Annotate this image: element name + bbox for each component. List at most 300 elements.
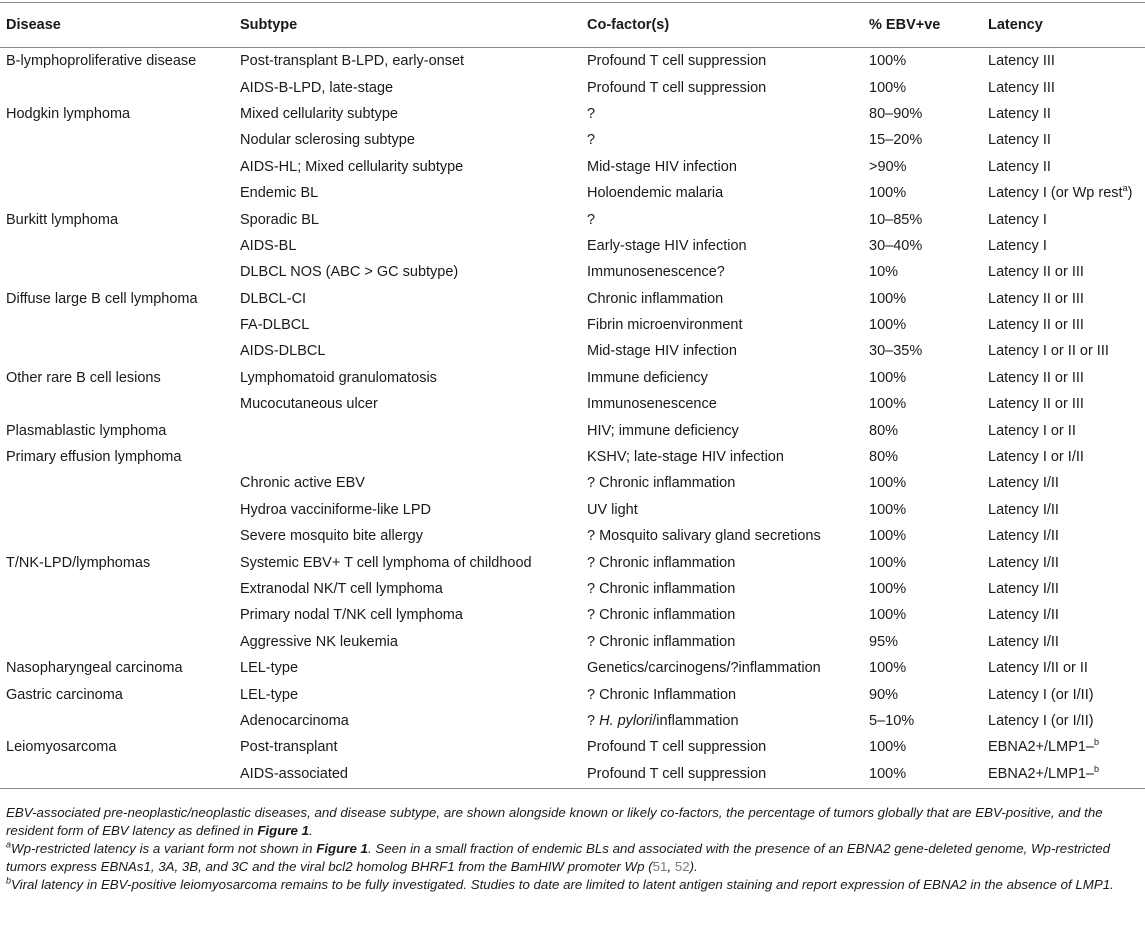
percent-ebv-cell-text: 30–35% (869, 343, 923, 360)
percent-ebv-cell-text: 80–90% (869, 105, 923, 122)
table-row (0, 470, 1145, 496)
percent-ebv-cell-text: 100% (869, 290, 907, 307)
latency-cell (982, 523, 1145, 549)
latency-cell-text: Latency I or II (988, 422, 1076, 439)
latency-cell (982, 761, 1145, 789)
disease-cell-text: Plasmablastic lymphoma (6, 422, 167, 439)
subtype-cell (234, 206, 581, 232)
table-row (0, 74, 1145, 100)
latency-cell-text: Latency II (988, 158, 1051, 175)
latency-cell-text: Latency I/II (988, 554, 1059, 571)
table-row (0, 312, 1145, 338)
subtype-cell (234, 180, 581, 206)
subtype-cell-text: Aggressive NK leukemia (240, 633, 398, 650)
disease-cell-text: Burkitt lymphoma (6, 211, 119, 228)
latency-cell (982, 681, 1145, 707)
table-row (0, 681, 1145, 707)
latency-cell (982, 629, 1145, 655)
table-header-row (0, 3, 1145, 48)
subtype-cell (234, 286, 581, 312)
footnote-b-marker: b (6, 875, 12, 886)
header-cofactors: Co-factor(s) (581, 3, 863, 48)
disease-cell (0, 761, 234, 789)
percent-ebv-cell-text: 90% (869, 686, 899, 703)
percent-ebv-cell-text: 80% (869, 449, 899, 466)
footnote-b (6, 876, 1140, 894)
percent-ebv-cell (863, 233, 982, 259)
percent-ebv-cell (863, 312, 982, 338)
subtype-cell-text: AIDS-associated (240, 766, 348, 783)
percent-ebv-cell-text: 10–85% (869, 211, 923, 228)
subtype-cell (234, 602, 581, 628)
percent-ebv-cell (863, 206, 982, 232)
cofactor-cell-text: Profound T cell suppression (587, 53, 767, 70)
footnote-b-text: Viral latency in EBV-positive leiomyosarcoma remains to be fully investigated. Studies to date are limited to latent antigen staining and report expression of EBNA2 in the absence of LMP1. (11, 877, 1114, 892)
cofactor-cell (581, 233, 863, 259)
cofactor-cell-text: Immune deficiency (587, 369, 708, 386)
percent-ebv-cell-text: 15–20% (869, 132, 923, 149)
latency-cell-text: Latency I (or I/II) (988, 686, 1094, 703)
subtype-cell (234, 576, 581, 602)
percent-ebv-cell (863, 74, 982, 100)
percent-ebv-cell-text: 100% (869, 660, 907, 677)
table-row (0, 391, 1145, 417)
disease-cell (0, 391, 234, 417)
cofactor-cell-text: Holoendemic malaria (587, 185, 724, 202)
cofactor-cell-text: ? Chronic inflammation (587, 581, 736, 597)
percent-ebv-cell-text: 100% (869, 79, 907, 96)
cofactor-cell-text: Chronic inflammation (587, 290, 724, 307)
subtype-cell (234, 365, 581, 391)
latency-cell (982, 206, 1145, 232)
table-row (0, 761, 1145, 789)
percent-ebv-cell (863, 602, 982, 628)
table-row (0, 259, 1145, 285)
cofactor-cell (581, 338, 863, 364)
percent-ebv-cell-text: 100% (869, 53, 907, 70)
disease-cell (0, 206, 234, 232)
disease-cell (0, 470, 234, 496)
subtype-cell (234, 523, 581, 549)
subtype-cell (234, 470, 581, 496)
latency-cell-text: Latency I/II (988, 633, 1059, 650)
subtype-cell (234, 497, 581, 523)
disease-cell (0, 681, 234, 707)
cofactor-cell (581, 417, 863, 443)
disease-cell (0, 629, 234, 655)
cofactor-cell (581, 127, 863, 153)
subtype-cell-text: AIDS-BL (240, 237, 297, 254)
cofactor-cell-text: ? (587, 105, 596, 122)
latency-cell (982, 655, 1145, 681)
latency-cell-text: Latency II or III (988, 290, 1084, 307)
percent-ebv-cell (863, 734, 982, 760)
latency-cell (982, 180, 1145, 206)
percent-ebv-cell (863, 523, 982, 549)
table-row (0, 497, 1145, 523)
table-row (0, 576, 1145, 602)
cofactor-cell (581, 312, 863, 338)
percent-ebv-cell-text: 100% (869, 554, 907, 571)
latency-cell (982, 127, 1145, 153)
percent-ebv-cell (863, 338, 982, 364)
latency-cell (982, 417, 1145, 443)
table-row (0, 206, 1145, 232)
percent-ebv-cell (863, 655, 982, 681)
percent-ebv-cell-text: 100% (869, 607, 907, 624)
table-row (0, 338, 1145, 364)
cofactor-cell (581, 74, 863, 100)
subtype-cell-text: Extranodal NK/T cell lymphoma (240, 581, 443, 597)
subtype-cell (234, 101, 581, 127)
latency-cell-text: Latency I/II (988, 607, 1059, 624)
cofactor-cell-text: Fibrin microenvironment (587, 317, 743, 334)
disease-cell (0, 576, 234, 602)
cofactor-cell (581, 259, 863, 285)
footnote-a-text-2: . Seen in a small fraction of endemic BLs and associated with the presence of an EBNA2 gene-deleted genome, Wp-restricted tumors express EBNAs1, 3A, 3B, and 3C and the viral bcl2 homolog BHRF1 from the BamHIW promoter Wp ( (6, 841, 1111, 874)
percent-ebv-cell-text: 100% (869, 501, 907, 518)
caption-end: . (309, 823, 313, 838)
cofactor-cell-text: Profound T cell suppression (587, 739, 767, 756)
latency-cell (982, 470, 1145, 496)
table-row (0, 233, 1145, 259)
subtype-cell-text: Adenocarcinoma (240, 712, 349, 729)
disease-cell (0, 444, 234, 470)
table-row (0, 180, 1145, 206)
subtype-cell-text: Severe mosquito bite allergy (240, 528, 423, 545)
latency-cell (982, 233, 1145, 259)
percent-ebv-cell (863, 286, 982, 312)
subtype-cell (234, 549, 581, 575)
disease-cell (0, 154, 234, 180)
percent-ebv-cell (863, 761, 982, 789)
footnote-b-marker: b (1094, 764, 1100, 775)
percent-ebv-cell (863, 708, 982, 734)
latency-cell (982, 444, 1145, 470)
disease-cell-text: Hodgkin lymphoma (6, 105, 131, 122)
subtype-cell-text: Chronic active EBV (240, 475, 365, 492)
cofactor-cell-text: Mid-stage HIV infection (587, 158, 737, 175)
cofactor-cell (581, 734, 863, 760)
table-row (0, 549, 1145, 575)
cofactor-cell (581, 48, 863, 75)
percent-ebv-cell-text: 100% (869, 739, 907, 756)
footnote-a-text: Wp-restricted latency is a variant form not shown in (11, 841, 317, 856)
ebv-disease-table (0, 2, 1145, 789)
percent-ebv-cell-text: 100% (869, 396, 907, 413)
cofactor-cell-text: Immunosenescence? (587, 264, 725, 281)
latency-cell (982, 48, 1145, 75)
latency-cell-text: Latency II or III (988, 396, 1084, 413)
cofactor-cell (581, 154, 863, 180)
cofactor-cell-text: ? Chronic inflammation (587, 554, 736, 571)
cofactor-cell (581, 101, 863, 127)
latency-cell (982, 154, 1145, 180)
percent-ebv-cell (863, 497, 982, 523)
latency-cell (982, 602, 1145, 628)
subtype-cell-text: Post-transplant B-LPD, early-onset (240, 53, 465, 70)
cofactor-cell (581, 286, 863, 312)
subtype-cell-text: LEL-type (240, 686, 299, 703)
reference-link-51[interactable]: 51 (652, 859, 668, 874)
caption-text: EBV-associated pre-neoplastic/neoplastic diseases, and disease subtype, are shown alongside known or likely co-factors, the percentage of tumors globally that are EBV-positive, and the resident form of EBV latency as defined in (6, 805, 1103, 838)
latency-cell (982, 338, 1145, 364)
subtype-cell (234, 708, 581, 734)
table-row (0, 286, 1145, 312)
percent-ebv-cell-text: 100% (869, 581, 907, 597)
table-caption (6, 804, 1140, 840)
latency-cell-text: Latency II (988, 132, 1051, 149)
latency-cell-text: Latency I (or Wp rest (988, 185, 1123, 202)
subtype-cell (234, 444, 581, 470)
disease-cell (0, 259, 234, 285)
disease-cell (0, 655, 234, 681)
subtype-cell (234, 154, 581, 180)
subtype-cell (234, 338, 581, 364)
cofactor-cell (581, 444, 863, 470)
disease-cell (0, 48, 234, 75)
percent-ebv-cell (863, 681, 982, 707)
subtype-cell (234, 734, 581, 760)
footnote-a-end: ). (689, 859, 698, 874)
latency-cell-text: Latency III (988, 79, 1055, 96)
footnote-a-marker: a (6, 839, 12, 850)
cofactor-cell-text: ? Chronic inflammation (587, 607, 736, 624)
subtype-cell-text: Endemic BL (240, 185, 319, 202)
cofactor-cell (581, 602, 863, 628)
disease-cell (0, 286, 234, 312)
cofactor-cell (581, 470, 863, 496)
cofactor-cell-text: ? Chronic Inflammation (587, 686, 737, 703)
subtype-cell (234, 312, 581, 338)
cofactor-cell-text: UV light (587, 501, 638, 518)
subtype-cell-text: Mixed cellularity subtype (240, 105, 398, 122)
header-percent-ebv: % EBV+ve (863, 3, 982, 48)
subtype-cell (234, 74, 581, 100)
table-row (0, 101, 1145, 127)
latency-cell-text: Latency II or III (988, 317, 1084, 334)
subtype-cell-text: DLBCL-CI (240, 290, 307, 307)
disease-cell (0, 497, 234, 523)
disease-cell-text: Nasopharyngeal carcinoma (6, 660, 183, 677)
cofactor-cell (581, 629, 863, 655)
subtype-cell-text: Sporadic BL (240, 211, 319, 228)
percent-ebv-cell (863, 154, 982, 180)
percent-ebv-cell (863, 444, 982, 470)
cofactor-cell-text: ? (587, 211, 596, 228)
latency-cell-text: EBNA2+/LMP1– (988, 766, 1094, 783)
subtype-cell-text: Mucocutaneous ulcer (240, 396, 378, 413)
table-row (0, 602, 1145, 628)
latency-cell-text: Latency III (988, 53, 1055, 70)
cofactor-cell-text: Profound T cell suppression (587, 79, 767, 96)
subtype-cell-text: Hydroa vacciniforme-like LPD (240, 501, 431, 518)
cofactor-cell (581, 681, 863, 707)
subtype-cell-text: AIDS-HL; Mixed cellularity subtype (240, 158, 464, 175)
latency-cell-text: Latency I/II (988, 501, 1059, 518)
disease-cell-text: B-lymphoproliferative disease (6, 53, 197, 70)
disease-cell (0, 523, 234, 549)
latency-cell-text: Latency I or I/II (988, 449, 1084, 466)
percent-ebv-cell-text: 100% (869, 475, 907, 492)
latency-cell (982, 576, 1145, 602)
latency-cell (982, 312, 1145, 338)
subtype-cell (234, 629, 581, 655)
disease-cell (0, 338, 234, 364)
cofactor-rest: /inflammation (652, 712, 739, 729)
subtype-cell-text: AIDS-B-LPD, late-stage (240, 79, 394, 96)
percent-ebv-cell-text: 80% (869, 422, 899, 439)
footnote-a-marker: a (1122, 183, 1128, 194)
subtype-cell-text: AIDS-DLBCL (240, 343, 326, 360)
reference-link-52[interactable]: 52 (674, 859, 690, 874)
cofactor-cell (581, 708, 863, 734)
latency-cell-text: Latency I (988, 211, 1047, 228)
percent-ebv-cell (863, 101, 982, 127)
cofactor-cell (581, 576, 863, 602)
percent-ebv-cell-text: 5–10% (869, 712, 915, 729)
percent-ebv-cell-text: 95% (869, 633, 899, 650)
cofactor-cell-text: ? (587, 132, 596, 149)
cofactor-cell-text: Mid-stage HIV infection (587, 343, 737, 360)
header-latency: Latency (982, 3, 1145, 48)
subtype-cell (234, 681, 581, 707)
table-row (0, 48, 1145, 75)
percent-ebv-cell (863, 180, 982, 206)
subtype-cell-text: LEL-type (240, 660, 299, 677)
footnote-a-separator: , (667, 859, 675, 874)
disease-cell-text: Primary effusion lymphoma (6, 449, 182, 466)
cofactor-cell-text: KSHV; late-stage HIV infection (587, 449, 784, 466)
latency-cell-text: Latency I/II (988, 475, 1059, 492)
table-row (0, 734, 1145, 760)
table-footnotes (6, 804, 1140, 894)
latency-cell-text: Latency II or III (988, 369, 1084, 386)
percent-ebv-cell (863, 127, 982, 153)
cofactor-cell (581, 391, 863, 417)
disease-cell-text: Other rare B cell lesions (6, 369, 161, 386)
percent-ebv-cell-text: 100% (869, 369, 907, 386)
cofactor-cell (581, 761, 863, 789)
table-row (0, 417, 1145, 443)
subtype-cell (234, 417, 581, 443)
figure-1-link[interactable]: Figure 1 (257, 823, 310, 838)
footnote-a (6, 840, 1140, 876)
disease-cell (0, 180, 234, 206)
cofactor-cell (581, 365, 863, 391)
table-row (0, 154, 1145, 180)
latency-cell (982, 549, 1145, 575)
latency-cell-text: Latency I/II (988, 581, 1059, 597)
disease-cell (0, 549, 234, 575)
latency-cell (982, 734, 1145, 760)
cofactor-species: H. pylori (599, 712, 653, 729)
header-subtype: Subtype (234, 3, 581, 48)
latency-cell-text: Latency II or III (988, 264, 1084, 281)
subtype-cell (234, 127, 581, 153)
subtype-cell (234, 233, 581, 259)
percent-ebv-cell (863, 259, 982, 285)
disease-cell (0, 417, 234, 443)
percent-ebv-cell-text: 10% (869, 264, 899, 281)
percent-ebv-cell-text: 100% (869, 766, 907, 783)
disease-cell (0, 233, 234, 259)
subtype-cell (234, 391, 581, 417)
cofactor-cell-text: ? Chronic inflammation (587, 475, 736, 492)
latency-cell (982, 259, 1145, 285)
subtype-cell (234, 48, 581, 75)
table-row (0, 523, 1145, 549)
cofactor-prefix: ? (587, 712, 600, 729)
figure-1-link[interactable]: Figure 1 (316, 841, 368, 856)
cofactor-cell (581, 180, 863, 206)
percent-ebv-cell (863, 48, 982, 75)
disease-cell (0, 365, 234, 391)
latency-cell-text: Latency I or II or III (988, 343, 1109, 360)
footnote-b-marker: b (1094, 737, 1100, 748)
subtype-cell-text: Systemic EBV+ T cell lymphoma of childhood (240, 554, 532, 571)
latency-cell (982, 708, 1145, 734)
percent-ebv-cell-text: 100% (869, 317, 907, 334)
latency-cell-text: Latency I (or I/II) (988, 712, 1094, 729)
percent-ebv-cell-text: 100% (869, 528, 907, 545)
cofactor-cell (581, 497, 863, 523)
subtype-cell-text: Lymphomatoid granulomatosis (240, 369, 437, 386)
percent-ebv-cell-text: 100% (869, 185, 907, 202)
cofactor-cell (581, 549, 863, 575)
cofactor-cell-text: ? Chronic inflammation (587, 633, 736, 650)
latency-cell (982, 286, 1145, 312)
subtype-cell-text: Post-transplant (240, 739, 338, 756)
disease-cell (0, 127, 234, 153)
latency-cell (982, 74, 1145, 100)
subtype-cell-text: Nodular sclerosing subtype (240, 132, 415, 149)
disease-cell-text: T/NK-LPD/lymphomas (6, 554, 151, 571)
disease-cell (0, 602, 234, 628)
cofactor-cell (581, 655, 863, 681)
subtype-cell-text: Primary nodal T/NK cell lymphoma (240, 607, 463, 624)
table-row (0, 365, 1145, 391)
latency-cell (982, 365, 1145, 391)
cofactor-cell-text: Genetics/carcinogens/?inflammation (587, 660, 821, 677)
header-disease: Disease (0, 3, 234, 48)
cofactor-cell-text: ? Mosquito salivary gland secretions (587, 528, 821, 545)
disease-cell (0, 708, 234, 734)
percent-ebv-cell (863, 549, 982, 575)
table-row (0, 629, 1145, 655)
disease-cell (0, 74, 234, 100)
table-row (0, 708, 1145, 734)
latency-cell (982, 101, 1145, 127)
cofactor-cell (581, 523, 863, 549)
cofactor-cell-text: Profound T cell suppression (587, 766, 767, 783)
subtype-cell (234, 761, 581, 789)
disease-cell (0, 734, 234, 760)
disease-cell-text: Leiomyosarcoma (6, 739, 117, 756)
latency-cell-text: Latency I (988, 237, 1047, 254)
table-row (0, 444, 1145, 470)
percent-ebv-cell-text: 30–40% (869, 237, 923, 254)
disease-cell (0, 101, 234, 127)
latency-cell-text: EBNA2+/LMP1– (988, 739, 1094, 756)
latency-cell (982, 391, 1145, 417)
percent-ebv-cell (863, 391, 982, 417)
percent-ebv-cell (863, 417, 982, 443)
table-row (0, 655, 1145, 681)
latency-cell-text: Latency II (988, 105, 1051, 122)
cofactor-cell (581, 206, 863, 232)
disease-cell (0, 312, 234, 338)
